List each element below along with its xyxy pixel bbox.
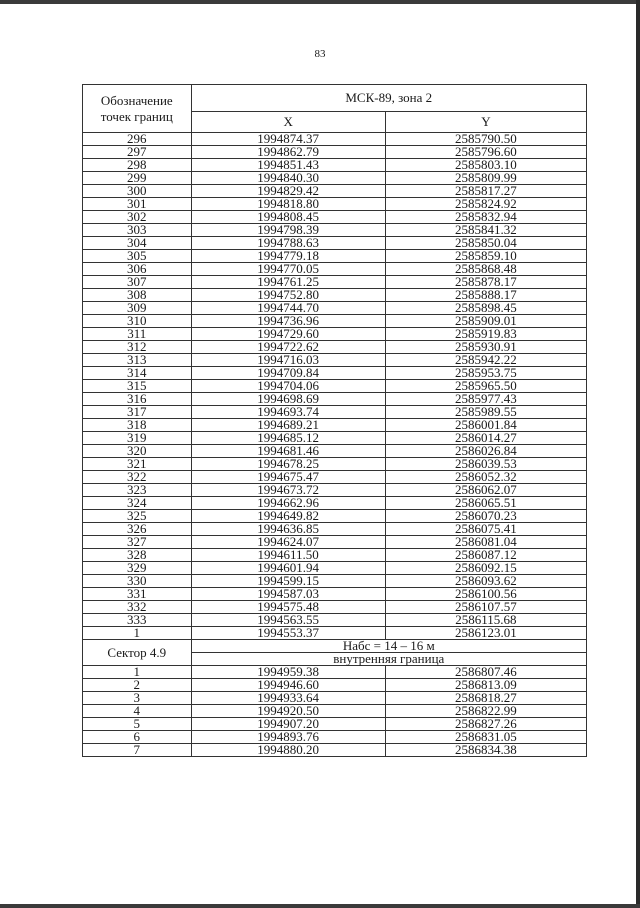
y-coordinate: 2586075.41 xyxy=(385,523,586,536)
y-coordinate: 2585919.83 xyxy=(385,328,586,341)
x-coordinate: 1994770.05 xyxy=(191,263,385,276)
point-number: 328 xyxy=(83,549,192,562)
point-number: 322 xyxy=(83,471,192,484)
y-coordinate: 2586026.84 xyxy=(385,445,586,458)
x-coordinate: 1994736.96 xyxy=(191,315,385,328)
y-coordinate: 2586065.51 xyxy=(385,497,586,510)
y-coordinate: 2586001.84 xyxy=(385,419,586,432)
y-coordinate: 2586831.05 xyxy=(385,731,586,744)
point-number: 327 xyxy=(83,536,192,549)
x-coordinate: 1994862.79 xyxy=(191,146,385,159)
y-coordinate: 2586062.07 xyxy=(385,484,586,497)
point-number: 321 xyxy=(83,458,192,471)
y-coordinate: 2586107.57 xyxy=(385,601,586,614)
y-coordinate: 2586807.46 xyxy=(385,666,586,679)
point-number: 307 xyxy=(83,276,192,289)
point-number: 312 xyxy=(83,341,192,354)
scan-edge-bottom xyxy=(0,904,640,908)
x-coordinate: 1994808.45 xyxy=(191,211,385,224)
y-coordinate: 2586822.99 xyxy=(385,705,586,718)
y-coordinate: 2586834.38 xyxy=(385,744,586,757)
y-coordinate: 2586052.32 xyxy=(385,471,586,484)
x-coordinate: 1994722.62 xyxy=(191,341,385,354)
x-coordinate: 1994662.96 xyxy=(191,497,385,510)
sector-label: Сектор 4.9 xyxy=(83,640,192,666)
x-coordinate: 1994874.37 xyxy=(191,133,385,146)
scan-edge-right xyxy=(636,0,640,908)
x-coordinate: 1994678.25 xyxy=(191,458,385,471)
point-number: 325 xyxy=(83,510,192,523)
point-number: 309 xyxy=(83,302,192,315)
point-number: 310 xyxy=(83,315,192,328)
point-number: 308 xyxy=(83,289,192,302)
x-coordinate: 1994761.25 xyxy=(191,276,385,289)
x-coordinate: 1994681.46 xyxy=(191,445,385,458)
x-coordinate: 1994704.06 xyxy=(191,380,385,393)
table-row xyxy=(83,744,587,757)
x-coordinate: 1994673.72 xyxy=(191,484,385,497)
point-number: 320 xyxy=(83,445,192,458)
x-coordinate: 1994851.43 xyxy=(191,159,385,172)
y-coordinate: 2585817.27 xyxy=(385,185,586,198)
x-coordinate: 1994624.07 xyxy=(191,536,385,549)
point-number: 5 xyxy=(83,718,192,731)
y-coordinate: 2586081.04 xyxy=(385,536,586,549)
y-coordinate: 2585809.99 xyxy=(385,172,586,185)
x-coordinate: 1994689.21 xyxy=(191,419,385,432)
x-coordinate: 1994933.64 xyxy=(191,692,385,705)
page-number: 83 xyxy=(314,48,326,60)
point-number: 323 xyxy=(83,484,192,497)
point-number: 332 xyxy=(83,601,192,614)
x-coordinate: 1994729.60 xyxy=(191,328,385,341)
x-coordinate: 1994649.82 xyxy=(191,510,385,523)
y-coordinate: 2586093.62 xyxy=(385,575,586,588)
y-coordinate: 2585977.43 xyxy=(385,393,586,406)
y-coordinate: 2586014.27 xyxy=(385,432,586,445)
y-coordinate: 2586087.12 xyxy=(385,549,586,562)
table-row xyxy=(83,627,587,640)
x-coordinate: 1994959.38 xyxy=(191,666,385,679)
point-number: 7 xyxy=(83,744,192,757)
y-coordinate: 2585930.91 xyxy=(385,341,586,354)
x-coordinate: 1994675.47 xyxy=(191,471,385,484)
y-coordinate: 2585888.17 xyxy=(385,289,586,302)
y-coordinate: 2585942.22 xyxy=(385,354,586,367)
y-coordinate: 2586123.01 xyxy=(385,627,586,640)
x-coordinate: 1994685.12 xyxy=(191,432,385,445)
x-coordinate: 1994946.60 xyxy=(191,679,385,692)
y-coordinate: 2585796.60 xyxy=(385,146,586,159)
point-number: 330 xyxy=(83,575,192,588)
point-number: 303 xyxy=(83,224,192,237)
point-number: 1 xyxy=(83,666,192,679)
y-coordinate: 2585989.55 xyxy=(385,406,586,419)
table-header-row xyxy=(83,85,587,112)
y-coordinate: 2586827.26 xyxy=(385,718,586,731)
point-number: 298 xyxy=(83,159,192,172)
x-coordinate: 1994752.80 xyxy=(191,289,385,302)
point-number: 315 xyxy=(83,380,192,393)
y-coordinate: 2586818.27 xyxy=(385,692,586,705)
header-point-line2: точек границ xyxy=(100,108,173,124)
y-coordinate: 2586092.15 xyxy=(385,562,586,575)
x-coordinate: 1994636.85 xyxy=(191,523,385,536)
point-number: 301 xyxy=(83,198,192,211)
point-number: 329 xyxy=(83,562,192,575)
x-coordinate: 1994798.39 xyxy=(191,224,385,237)
x-coordinate: 1994553.37 xyxy=(191,627,385,640)
x-coordinate: 1994709.84 xyxy=(191,367,385,380)
point-number: 316 xyxy=(83,393,192,406)
x-coordinate: 1994611.50 xyxy=(191,549,385,562)
header-point-designation xyxy=(83,85,192,133)
y-coordinate: 2586813.09 xyxy=(385,679,586,692)
x-coordinate: 1994744.70 xyxy=(191,302,385,315)
y-coordinate: 2585898.45 xyxy=(385,302,586,315)
point-number: 324 xyxy=(83,497,192,510)
y-coordinate: 2585803.10 xyxy=(385,159,586,172)
y-coordinate: 2585868.48 xyxy=(385,263,586,276)
y-coordinate: 2586100.56 xyxy=(385,588,586,601)
x-coordinate: 1994829.42 xyxy=(191,185,385,198)
y-coordinate: 2586070.23 xyxy=(385,510,586,523)
x-coordinate: 1994601.94 xyxy=(191,562,385,575)
point-number: 297 xyxy=(83,146,192,159)
point-number: 326 xyxy=(83,523,192,536)
point-number: 331 xyxy=(83,588,192,601)
header-y: Y xyxy=(385,112,586,133)
point-number: 3 xyxy=(83,692,192,705)
point-number: 300 xyxy=(83,185,192,198)
y-coordinate: 2585965.50 xyxy=(385,380,586,393)
point-number: 1 xyxy=(83,627,192,640)
header-x: X xyxy=(191,112,385,133)
y-coordinate: 2585859.10 xyxy=(385,250,586,263)
point-number: 299 xyxy=(83,172,192,185)
x-coordinate: 1994599.15 xyxy=(191,575,385,588)
point-number: 313 xyxy=(83,354,192,367)
coordinates-table xyxy=(82,84,587,757)
header-point-line1: Обозначение xyxy=(100,92,173,108)
scan-edge-top xyxy=(0,0,640,4)
y-coordinate: 2585832.94 xyxy=(385,211,586,224)
x-coordinate: 1994716.03 xyxy=(191,354,385,367)
y-coordinate: 2585909.01 xyxy=(385,315,586,328)
sector-height-note: Набс = 14 – 16 м xyxy=(191,640,586,653)
x-coordinate: 1994693.74 xyxy=(191,406,385,419)
x-coordinate: 1994907.20 xyxy=(191,718,385,731)
point-number: 311 xyxy=(83,328,192,341)
x-coordinate: 1994893.76 xyxy=(191,731,385,744)
x-coordinate: 1994563.55 xyxy=(191,614,385,627)
y-coordinate: 2585841.32 xyxy=(385,224,586,237)
x-coordinate: 1994698.69 xyxy=(191,393,385,406)
point-number: 319 xyxy=(83,432,192,445)
point-number: 302 xyxy=(83,211,192,224)
x-coordinate: 1994779.18 xyxy=(191,250,385,263)
point-number: 304 xyxy=(83,237,192,250)
point-number: 296 xyxy=(83,133,192,146)
x-coordinate: 1994880.20 xyxy=(191,744,385,757)
y-coordinate: 2585850.04 xyxy=(385,237,586,250)
x-coordinate: 1994575.48 xyxy=(191,601,385,614)
y-coordinate: 2586115.68 xyxy=(385,614,586,627)
y-coordinate: 2585790.50 xyxy=(385,133,586,146)
header-coordinate-system: МСК-89, зона 2 xyxy=(191,85,586,112)
x-coordinate: 1994818.80 xyxy=(191,198,385,211)
point-number: 333 xyxy=(83,614,192,627)
x-coordinate: 1994587.03 xyxy=(191,588,385,601)
y-coordinate: 2586039.53 xyxy=(385,458,586,471)
point-number: 305 xyxy=(83,250,192,263)
sector-boundary-note: внутренняя граница xyxy=(191,653,586,666)
x-coordinate: 1994920.50 xyxy=(191,705,385,718)
y-coordinate: 2585878.17 xyxy=(385,276,586,289)
point-number: 2 xyxy=(83,679,192,692)
point-number: 306 xyxy=(83,263,192,276)
point-number: 314 xyxy=(83,367,192,380)
y-coordinate: 2585953.75 xyxy=(385,367,586,380)
x-coordinate: 1994840.30 xyxy=(191,172,385,185)
point-number: 318 xyxy=(83,419,192,432)
y-coordinate: 2585824.92 xyxy=(385,198,586,211)
point-number: 317 xyxy=(83,406,192,419)
point-number: 6 xyxy=(83,731,192,744)
x-coordinate: 1994788.63 xyxy=(191,237,385,250)
point-number: 4 xyxy=(83,705,192,718)
